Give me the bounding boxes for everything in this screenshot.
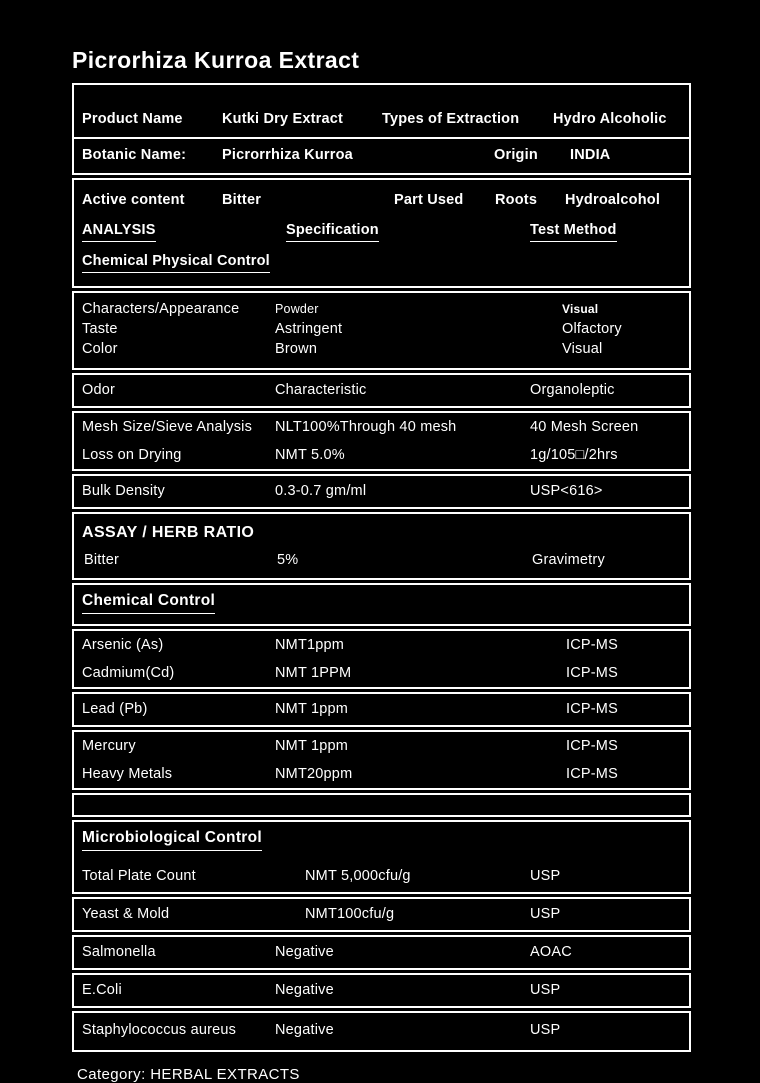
- lod-row: [74, 441, 689, 469]
- part-used-label: Part Used: [394, 192, 464, 208]
- active-content-value: Bitter: [222, 192, 262, 208]
- taste-label: Taste: [82, 321, 118, 337]
- staph-spec: Negative: [275, 1022, 334, 1038]
- mesh-method: 40 Mesh Screen: [530, 419, 639, 435]
- mercury-spec: NMT 1ppm: [275, 738, 349, 754]
- arsenic-label: Arsenic (As): [82, 637, 164, 653]
- ecoli-label: E.Coli: [82, 982, 122, 998]
- mesh-label: Mesh Size/Sieve Analysis: [82, 419, 253, 435]
- salmonella-row: [74, 937, 689, 968]
- assay-box: [72, 512, 691, 580]
- origin-value: INDIA: [570, 147, 611, 163]
- characters-label: Characters/Appearance: [82, 301, 240, 317]
- odor-method: Organoleptic: [530, 382, 615, 398]
- spec-table: [72, 83, 691, 1052]
- staph-label: Staphylococcus aureus: [82, 1022, 237, 1038]
- lead-box: [72, 692, 691, 727]
- color-method: Visual: [562, 341, 603, 357]
- salmonella-method: AOAC: [530, 944, 572, 960]
- assay-section-header: ASSAY / HERB RATIO: [82, 524, 255, 541]
- characters-methods: [530, 299, 685, 359]
- heavy-metals-row: [74, 760, 689, 788]
- odor-label: Odor: [82, 382, 116, 398]
- staph-box: [72, 1011, 691, 1052]
- tpc-row: [74, 861, 689, 892]
- bulk-density-spec: 0.3-0.7 gm/ml: [275, 483, 367, 499]
- product-info-box: [72, 83, 691, 175]
- botanic-name-row: [74, 137, 689, 173]
- column-test-method: Test Method: [530, 222, 617, 242]
- tpc-label: Total Plate Count: [82, 868, 196, 884]
- botanic-name-label: Botanic Name:: [82, 147, 187, 163]
- lod-spec: NMT 5.0%: [275, 447, 345, 463]
- tpc-method: USP: [530, 868, 561, 884]
- bulk-density-box: [72, 474, 691, 509]
- characters-labels: [82, 299, 275, 359]
- category-text: Category: HERBAL EXTRACTS: [77, 1066, 300, 1083]
- extraction-type-value: Hydro Alcoholic: [553, 111, 667, 127]
- color-label: Color: [82, 341, 118, 357]
- mesh-lod-box: [72, 411, 691, 471]
- micro-section-header: Microbiological Control: [82, 829, 262, 851]
- mercury-row: [74, 732, 689, 760]
- characters-box: [72, 291, 691, 370]
- taste-method: Olfactory: [562, 321, 622, 337]
- yeast-mold-spec: NMT100cfu/g: [305, 906, 395, 922]
- chemical-section-header: Chemical Control: [82, 592, 215, 614]
- micro-header-box: [72, 820, 691, 894]
- mercury-label: Mercury: [82, 738, 136, 754]
- mesh-spec: NLT100%Through 40 mesh: [275, 419, 457, 435]
- heavy-metals-method: ICP-MS: [566, 766, 618, 782]
- active-content-label: Active content: [82, 192, 185, 208]
- chemical-section-header-row: [74, 585, 689, 624]
- origin-label: Origin: [494, 147, 538, 163]
- heavy-metals-label: Heavy Metals: [82, 766, 173, 782]
- cadmium-method: ICP-MS: [566, 665, 618, 681]
- lod-label: Loss on Drying: [82, 447, 182, 463]
- part-used-value: Roots: [495, 192, 538, 208]
- ecoli-box: [72, 973, 691, 1008]
- staph-method: USP: [530, 1022, 561, 1038]
- ecoli-row: [74, 975, 689, 1006]
- mercury-method: ICP-MS: [566, 738, 618, 754]
- lod-method: 1g/105□/2hrs: [530, 447, 618, 463]
- mercury-heavy-box: [72, 730, 691, 790]
- chemical-header-box: [72, 583, 691, 626]
- bulk-density-method: USP<616>: [530, 483, 603, 499]
- analysis-header-box: [72, 178, 691, 288]
- yeast-mold-row: [74, 899, 689, 930]
- empty-row-box: [72, 793, 691, 817]
- odor-box: [72, 373, 691, 408]
- odor-row: [74, 375, 689, 406]
- physical-section-header: Chemical Physical Control: [82, 253, 270, 273]
- bulk-density-row: [74, 476, 689, 507]
- bitter-label: Bitter: [84, 552, 120, 568]
- column-analysis: ANALYSIS: [82, 222, 156, 242]
- characters-spec: Powder: [275, 302, 319, 316]
- arsenic-cadmium-box: [72, 629, 691, 689]
- product-name-row: [74, 85, 689, 137]
- lead-method: ICP-MS: [566, 701, 618, 717]
- salmonella-box: [72, 935, 691, 970]
- ecoli-spec: Negative: [275, 982, 334, 998]
- bitter-method: Gravimetry: [532, 552, 605, 568]
- lead-label: Lead (Pb): [82, 701, 148, 717]
- color-spec: Brown: [275, 341, 318, 357]
- active-content-row: [74, 180, 689, 212]
- solvent-value: Hydroalcohol: [565, 192, 661, 208]
- bitter-row: [74, 544, 689, 578]
- bitter-spec: 5%: [277, 552, 299, 568]
- yeast-mold-method: USP: [530, 906, 561, 922]
- arsenic-method: ICP-MS: [566, 637, 618, 653]
- yeast-mold-label: Yeast & Mold: [82, 906, 170, 922]
- tpc-spec: NMT 5,000cfu/g: [305, 868, 411, 884]
- botanic-name-value: Picrorrhiza Kurroa: [222, 147, 353, 163]
- taste-spec: Astringent: [275, 321, 343, 337]
- characters-row: [74, 293, 689, 368]
- column-headers-row: [74, 212, 689, 247]
- odor-spec: Characteristic: [275, 382, 367, 398]
- cadmium-label: Cadmium(Cd): [82, 665, 175, 681]
- characters-specs: [275, 299, 530, 359]
- staph-row: [74, 1013, 689, 1050]
- micro-section-header-row: [74, 822, 689, 861]
- product-name-value: Kutki Dry Extract: [222, 111, 344, 127]
- cadmium-row: [74, 659, 689, 687]
- yeast-mold-box: [72, 897, 691, 932]
- product-name-label: Product Name: [82, 111, 183, 127]
- page-title: Picrorhiza Kurroa Extract: [72, 47, 360, 73]
- arsenic-spec: NMT1ppm: [275, 637, 345, 653]
- bulk-density-label: Bulk Density: [82, 483, 165, 499]
- mesh-row: [74, 413, 689, 441]
- salmonella-spec: Negative: [275, 944, 334, 960]
- lead-row: [74, 694, 689, 725]
- heavy-metals-spec: NMT20ppm: [275, 766, 353, 782]
- extraction-type-label: Types of Extraction: [382, 111, 520, 127]
- physical-section-header-row: [74, 247, 689, 286]
- characters-method: Visual: [562, 302, 599, 316]
- arsenic-row: [74, 631, 689, 659]
- ecoli-method: USP: [530, 982, 561, 998]
- cadmium-spec: NMT 1PPM: [275, 665, 352, 681]
- salmonella-label: Salmonella: [82, 944, 156, 960]
- column-specification: Specification: [286, 222, 379, 242]
- lead-spec: NMT 1ppm: [275, 701, 349, 717]
